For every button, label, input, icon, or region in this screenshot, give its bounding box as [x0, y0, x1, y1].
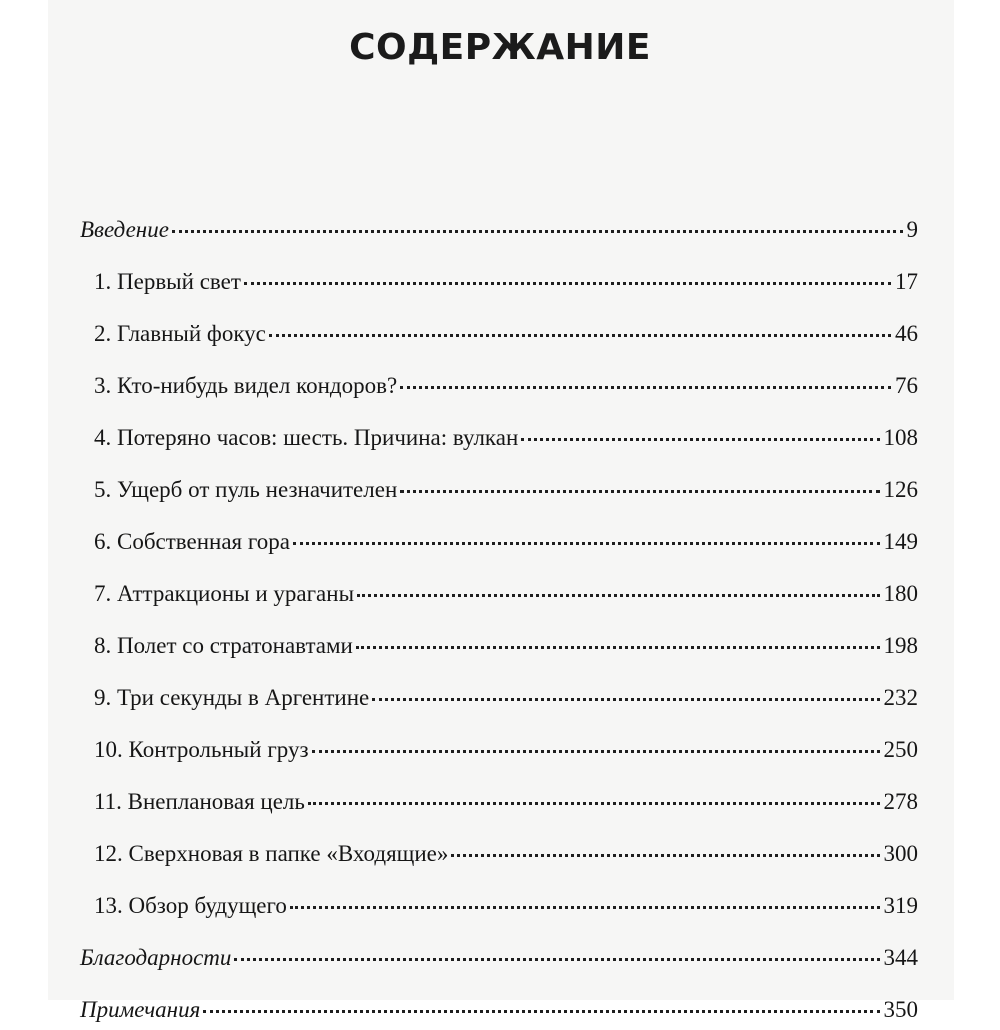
dot-leader — [234, 958, 879, 961]
toc-entry-page: 180 — [883, 581, 918, 606]
toc-entry-title: Благодарности — [80, 945, 232, 970]
toc-entry-page: 278 — [883, 789, 918, 814]
toc-entry-page: 344 — [883, 945, 918, 970]
toc-entry-title: Примечания — [80, 997, 201, 1022]
toc-entry-title: 8. Полет со стратонавтами — [94, 633, 353, 658]
toc-entry — [94, 678, 918, 718]
toc-entry — [94, 470, 918, 510]
toc-entry — [94, 366, 918, 406]
toc-entry — [80, 210, 918, 250]
toc-entry-page: 250 — [883, 737, 918, 762]
page-title: СОДЕРЖАНИЕ — [349, 27, 651, 69]
toc-entry — [80, 990, 918, 1030]
dot-leader — [293, 542, 880, 545]
toc-entry — [94, 730, 918, 770]
dot-leader — [400, 386, 891, 389]
toc-entry-page: 126 — [883, 477, 918, 502]
dot-leader — [400, 490, 879, 493]
toc-entry — [94, 782, 918, 822]
toc-entry — [94, 418, 918, 458]
toc-entry-page: 350 — [883, 997, 918, 1022]
dot-leader — [357, 594, 879, 597]
toc-entry-title: 4. Потеряно часов: шесть. Причина: вулкан — [94, 425, 519, 450]
toc-entry-title: 13. Обзор будущего — [94, 893, 287, 918]
dot-leader — [172, 230, 903, 233]
toc-entry-title: Введение — [80, 217, 169, 242]
toc-entry — [94, 522, 918, 562]
toc-entry-title: 2. Главный фокус — [94, 321, 266, 346]
dot-leader — [451, 854, 879, 857]
toc-entry-page: 9 — [906, 217, 918, 242]
toc-entry — [80, 938, 918, 978]
toc-entry-title: 1. Первый свет — [94, 269, 241, 294]
toc-entry-title: 12. Сверхновая в папке «Входящие» — [94, 841, 449, 866]
dot-leader — [203, 1010, 879, 1013]
toc-entry-title: 7. Аттракционы и ураганы — [94, 581, 355, 606]
toc-entry-page: 300 — [883, 841, 918, 866]
dot-leader — [356, 646, 880, 649]
toc-entry — [94, 626, 918, 666]
toc-entry-page: 232 — [883, 685, 918, 710]
toc-entry — [94, 834, 918, 874]
toc-entry — [94, 262, 918, 302]
toc-entry-title: 9. Три секунды в Аргентине — [94, 685, 370, 710]
toc-entry-title: 3. Кто-нибудь видел кондоров? — [94, 373, 398, 398]
toc-entry-page: 108 — [883, 425, 918, 450]
toc-entry-page: 76 — [895, 373, 918, 398]
toc-entry-page: 46 — [895, 321, 918, 346]
toc-entry-title: 6. Собственная гора — [94, 529, 290, 554]
dot-leader — [312, 750, 880, 753]
dot-leader — [244, 282, 891, 285]
dot-leader — [372, 698, 879, 701]
toc-entry-page: 319 — [883, 893, 918, 918]
toc-entry — [94, 314, 918, 354]
dot-leader — [308, 802, 880, 805]
toc-entry-title: 10. Контрольный груз — [94, 737, 309, 762]
toc-entry — [94, 574, 918, 614]
toc-entry-title: 5. Ущерб от пуль незначителен — [94, 477, 398, 502]
toc-entry-page: 17 — [895, 269, 918, 294]
dot-leader — [521, 438, 879, 441]
dot-leader — [269, 334, 891, 337]
toc-entry — [94, 886, 918, 926]
toc-entry-page: 198 — [883, 633, 918, 658]
toc-entry-page: 149 — [883, 529, 918, 554]
toc-entry-title: 11. Внеплановая цель — [94, 789, 305, 814]
dot-leader — [290, 906, 880, 909]
